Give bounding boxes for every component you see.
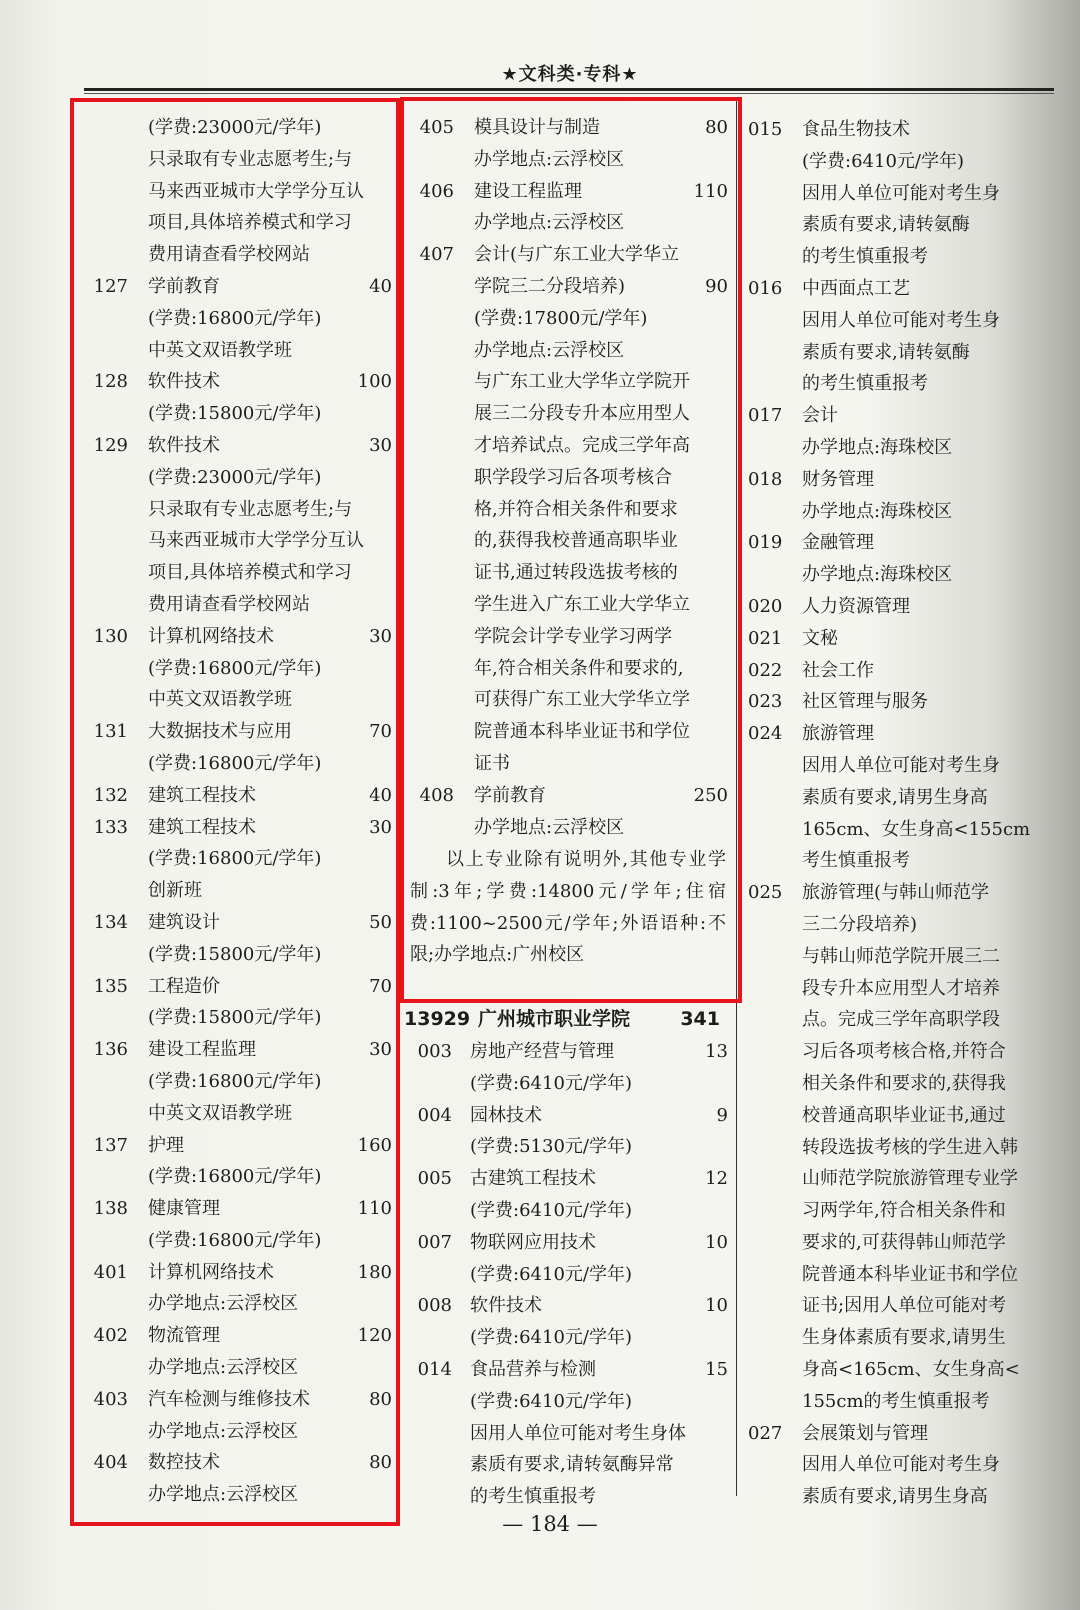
detail-line: 费用请查看学校网站	[148, 244, 310, 266]
major-row	[410, 112, 728, 144]
major-code: 131	[93, 721, 128, 743]
detail-line: (学费:6410元/学年)	[470, 1263, 632, 1285]
major-row	[748, 591, 1048, 623]
detail-line: (学费:16800元/学年)	[148, 657, 322, 679]
major-row	[410, 1036, 728, 1068]
detail-line: 的考生慎重报考	[802, 246, 928, 268]
detail-line: 学院会计学专业学习两学	[474, 625, 672, 647]
major-name: 计算机网络技术	[148, 625, 274, 647]
header-rule-thin	[84, 93, 1054, 94]
major-row	[410, 1227, 728, 1259]
enrollment-quota: 40	[369, 275, 392, 297]
major-code: 403	[93, 1388, 128, 1410]
detail-line: 素质有要求,请男生身高	[802, 786, 988, 808]
enrollment-quota: 15	[705, 1358, 728, 1380]
enrollment-quota: 10	[705, 1295, 728, 1317]
major-code: 016	[748, 277, 783, 299]
detail-line: 素质有要求,请转氨酶异常	[470, 1454, 674, 1476]
major-name: 物流管理	[148, 1325, 220, 1347]
major-code: 022	[748, 659, 783, 681]
detail-line: 与广东工业大学华立学院开	[474, 371, 690, 393]
detail-line: 马来西亚城市大学学分互认	[148, 180, 364, 202]
major-code: 025	[748, 882, 783, 904]
major-name: 金融管理	[802, 532, 874, 554]
column-2-top	[410, 112, 728, 843]
major-code: 018	[748, 468, 783, 490]
major-name: 社会工作	[802, 659, 874, 681]
major-name: 文秘	[802, 627, 838, 649]
detail-line: 办学地点:云浮校区	[148, 1484, 299, 1506]
major-code: 133	[93, 816, 128, 838]
detail-line: 段专升本应用型人才培养	[802, 977, 1000, 999]
enrollment-quota: 40	[369, 784, 392, 806]
enrollment-quota: 30	[369, 434, 392, 456]
detail-line: 创新班	[148, 880, 202, 902]
major-row	[92, 1034, 392, 1066]
detail-line: 办学地点:海珠校区	[802, 500, 953, 522]
major-name: 社区管理与服务	[802, 691, 928, 713]
major-code: 134	[93, 911, 128, 933]
major-name: 旅游管理(与韩山师范学	[802, 882, 990, 904]
detail-line: (学费:16800元/学年)	[148, 1070, 322, 1092]
major-code: 405	[419, 117, 454, 138]
detail-line: 因用人单位可能对考生身	[802, 1454, 1000, 1476]
detail-line: 费用请查看学校网站	[148, 593, 310, 615]
column-1	[92, 112, 392, 1511]
major-name: 旅游管理	[802, 723, 874, 745]
enrollment-quota: 30	[369, 625, 392, 647]
major-code: 408	[419, 784, 454, 806]
major-code: 138	[93, 1198, 128, 1220]
detail-line: 才培养试点。完成三学年高	[474, 434, 690, 456]
detail-line: (学费:6410元/学年)	[470, 1072, 632, 1094]
major-row	[410, 1290, 728, 1322]
detail-line: 要求的,可获得韩山师范学	[802, 1231, 1006, 1253]
major-code: 027	[748, 1422, 783, 1444]
major-code: 130	[93, 625, 128, 647]
major-name: 软件技术	[470, 1295, 542, 1317]
enrollment-quota: 30	[369, 1039, 392, 1061]
enrollment-quota: 80	[705, 117, 728, 138]
detail-line: 办学地点:云浮校区	[148, 1293, 299, 1315]
major-name: 学院三二分段培养)	[474, 275, 626, 297]
major-row	[92, 621, 392, 653]
detail-line: 素质有要求,请转氨酶	[802, 214, 970, 236]
major-code: 136	[93, 1039, 128, 1061]
detail-line: 与韩山师范学院开展三二	[802, 945, 1000, 967]
major-code: 020	[748, 595, 783, 617]
major-row	[410, 1354, 728, 1386]
detail-line: 办学地点:云浮校区	[474, 148, 625, 170]
enrollment-quota: 180	[357, 1261, 392, 1283]
major-name: 会计(与广东工业大学华立	[474, 244, 680, 266]
major-code: 017	[748, 405, 783, 427]
detail-line: 展三二分段专升本应用型人	[474, 403, 690, 425]
enrollment-quota: 100	[357, 371, 392, 393]
detail-line: 证书	[474, 752, 510, 774]
detail-line: (学费:17800元/学年)	[474, 307, 648, 329]
major-row	[748, 114, 1048, 146]
major-name: 财务管理	[802, 468, 874, 490]
detail-line: (学费:23000元/学年)	[148, 466, 322, 488]
detail-line: 的考生慎重报考	[470, 1486, 596, 1508]
detail-line: 中英文双语教学班	[148, 1102, 292, 1124]
major-name: 会展策划与管理	[802, 1422, 928, 1444]
major-row	[748, 623, 1048, 655]
detail-line: 因用人单位可能对考生身	[802, 309, 1000, 331]
detail-line: 三二分段培养)	[802, 913, 918, 935]
column-2-note: 以上专业除有说明外,其他专业学制:3年;学费:14800元/学年;住宿费:1100~2500元/学年;外语语种:不限;办学地点:广州校区	[410, 849, 726, 966]
enrollment-quota: 110	[357, 1198, 392, 1220]
major-code: 004	[417, 1104, 452, 1126]
major-name: 软件技术	[148, 434, 220, 456]
major-row	[92, 430, 392, 462]
major-row	[92, 907, 392, 939]
detail-line: 办学地点:云浮校区	[474, 339, 625, 361]
major-code: 024	[748, 723, 783, 745]
detail-line: 办学地点:云浮校区	[148, 1357, 299, 1379]
major-code: 402	[93, 1325, 128, 1347]
detail-line: (学费:6410元/学年)	[802, 150, 964, 172]
major-code: 406	[419, 180, 454, 202]
enrollment-quota: 250	[693, 784, 728, 806]
major-row	[410, 780, 728, 812]
major-row	[410, 239, 728, 271]
detail-line: 的,获得我校普通高职毕业	[474, 530, 678, 552]
detail-line: 只录取有专业志愿考生;与	[148, 498, 353, 520]
major-name: 食品营养与检测	[470, 1358, 596, 1380]
detail-line: 165cm、女生身高<155cm	[802, 818, 1031, 840]
detail-line: 项目,具体培养模式和学习	[148, 562, 352, 584]
major-name: 汽车检测与维修技术	[148, 1388, 310, 1410]
major-code: 003	[417, 1041, 452, 1062]
major-name: 人力资源管理	[802, 595, 910, 617]
major-row	[748, 877, 1048, 909]
major-code: 135	[93, 975, 128, 997]
detail-line: 习两学年,符合相关条件和	[802, 1200, 1006, 1222]
enrollment-quota: 70	[369, 721, 392, 743]
enrollment-quota: 110	[693, 180, 728, 202]
detail-line: 可获得广东工业大学华立学	[474, 689, 690, 711]
major-name: 房地产经营与管理	[470, 1041, 614, 1062]
major-row	[410, 1100, 728, 1132]
major-name: 学前教育	[148, 275, 220, 297]
major-row	[92, 971, 392, 1003]
major-name: 建设工程监理	[474, 180, 582, 202]
enrollment-quota: 90	[705, 275, 728, 297]
major-code: 137	[93, 1134, 128, 1156]
major-name: 学前教育	[474, 784, 546, 806]
major-name: 计算机网络技术	[148, 1261, 274, 1283]
major-row	[748, 527, 1048, 559]
detail-line: 生身体素质有要求,请男生	[802, 1327, 1006, 1349]
major-name: 建筑设计	[148, 911, 220, 933]
detail-line: (学费:16800元/学年)	[148, 1229, 322, 1251]
enrollment-quota: 12	[705, 1168, 728, 1190]
detail-line: 办学地点:云浮校区	[474, 816, 625, 838]
detail-line: 校普通高职毕业证书,通过	[802, 1104, 1006, 1126]
major-row	[92, 271, 392, 303]
detail-line: 的考生慎重报考	[802, 373, 928, 395]
major-row	[92, 1257, 392, 1289]
detail-line: 职学段学习后各项考核合	[474, 466, 672, 488]
school-code: 13929	[404, 1008, 471, 1030]
enrollment-quota: 80	[369, 1388, 392, 1410]
detail-line: (学费:6410元/学年)	[470, 1199, 632, 1221]
detail-line: 办学地点:海珠校区	[802, 564, 953, 586]
major-row	[92, 1320, 392, 1352]
school-heading	[404, 1004, 720, 1036]
major-code: 021	[748, 627, 783, 649]
major-row	[92, 1447, 392, 1479]
major-row	[92, 780, 392, 812]
major-name: 物联网应用技术	[470, 1231, 596, 1253]
major-row	[748, 464, 1048, 496]
major-row	[92, 716, 392, 748]
major-name: 大数据技术与应用	[148, 721, 292, 743]
detail-line: (学费:15800元/学年)	[148, 943, 322, 965]
detail-line: 中英文双语教学班	[148, 689, 292, 711]
detail-line: (学费:6410元/学年)	[470, 1390, 632, 1412]
detail-line: (学费:6410元/学年)	[470, 1327, 632, 1349]
major-code: 007	[417, 1231, 452, 1253]
major-name: 食品生物技术	[802, 119, 910, 140]
major-code: 132	[93, 784, 128, 806]
major-row	[748, 655, 1048, 687]
major-name: 园林技术	[470, 1104, 542, 1126]
enrollment-quota: 120	[357, 1325, 392, 1347]
detail-line: 考生慎重报考	[802, 850, 910, 872]
major-code: 128	[93, 371, 128, 393]
detail-line: 中英文双语教学班	[148, 339, 292, 361]
major-code: 014	[417, 1358, 452, 1380]
major-name: 健康管理	[148, 1198, 220, 1220]
major-name: 中西面点工艺	[802, 277, 910, 299]
major-code: 005	[417, 1168, 452, 1190]
column-divider-2	[736, 98, 737, 1496]
enrollment-quota: 160	[357, 1134, 392, 1156]
detail-line: 身高<165cm、女生身高<	[802, 1359, 1020, 1381]
detail-line: 习后各项考核合格,并符合	[802, 1041, 1006, 1063]
major-code: 404	[93, 1452, 128, 1474]
enrollment-quota: 13	[705, 1041, 728, 1062]
major-row	[92, 812, 392, 844]
major-code: 129	[93, 434, 128, 456]
major-name: 建筑工程技术	[148, 784, 256, 806]
column-divider-1	[396, 98, 397, 1496]
major-code: 015	[748, 119, 783, 140]
enrollment-quota: 80	[369, 1452, 392, 1474]
major-name: 工程造价	[148, 975, 220, 997]
major-name: 模具设计与制造	[474, 117, 600, 138]
detail-line: 因用人单位可能对考生身	[802, 182, 1000, 204]
major-code: 407	[419, 244, 454, 266]
detail-line: 证书,通过转段选拔考核的	[474, 562, 678, 584]
detail-line: 因用人单位可能对考生身体	[470, 1422, 686, 1444]
major-name: 古建筑工程技术	[470, 1168, 596, 1190]
major-row	[410, 1163, 728, 1195]
major-row	[92, 1384, 392, 1416]
detail-line: 只录取有专业志愿考生;与	[148, 148, 353, 170]
enrollment-quota: 50	[369, 911, 392, 933]
major-code: 023	[748, 691, 783, 713]
detail-line: 格,并符合相关条件和要求	[474, 498, 678, 520]
detail-line: 155cm的考生慎重报考	[802, 1390, 990, 1412]
major-row	[410, 271, 728, 303]
major-row	[748, 1418, 1048, 1450]
detail-line: 证书;因用人单位可能对考	[802, 1295, 1007, 1317]
detail-line: (学费:16800元/学年)	[148, 848, 322, 870]
major-row	[92, 1193, 392, 1225]
detail-line: 山师范学院旅游管理专业学	[802, 1168, 1018, 1190]
detail-line: 项目,具体培养模式和学习	[148, 212, 352, 234]
detail-line: 办学地点:海珠校区	[802, 436, 953, 458]
detail-line: 因用人单位可能对考生身	[802, 754, 1000, 776]
major-code: 401	[93, 1261, 128, 1283]
major-row	[410, 176, 728, 208]
detail-line: 年,符合相关条件和要求的,	[474, 657, 684, 679]
column-3	[748, 114, 1048, 1513]
detail-line: 素质有要求,请男生身高	[802, 1486, 988, 1508]
page-header: ★文科类·专科★	[501, 64, 639, 85]
detail-line: (学费:5130元/学年)	[470, 1136, 632, 1158]
column-2-bottom	[410, 1036, 728, 1513]
major-code: 008	[417, 1295, 452, 1317]
detail-line: (学费:15800元/学年)	[148, 1007, 322, 1029]
school-quota: 341	[680, 1008, 720, 1030]
enrollment-quota: 70	[369, 975, 392, 997]
detail-line: (学费:15800元/学年)	[148, 403, 322, 425]
major-name: 建筑工程技术	[148, 816, 256, 838]
detail-line: 转段选拔考核的学生进入韩	[802, 1136, 1018, 1158]
major-row	[748, 273, 1048, 305]
major-code: 019	[748, 532, 783, 554]
major-row	[748, 400, 1048, 432]
detail-line: 马来西亚城市大学学分互认	[148, 530, 364, 552]
major-row	[92, 366, 392, 398]
major-name: 建设工程监理	[148, 1039, 256, 1061]
enrollment-quota: 10	[705, 1231, 728, 1253]
major-name: 数控技术	[148, 1452, 220, 1474]
detail-line: (学费:16800元/学年)	[148, 752, 322, 774]
major-code: 127	[93, 275, 128, 297]
major-name: 软件技术	[148, 371, 220, 393]
detail-line: (学费:23000元/学年)	[148, 117, 322, 138]
detail-line: 学生进入广东工业大学华立	[474, 593, 690, 615]
detail-line: (学费:16800元/学年)	[148, 1166, 322, 1188]
page-number: — 184 —	[502, 1512, 598, 1536]
enrollment-quota: 9	[716, 1104, 728, 1126]
detail-line: 办学地点:云浮校区	[474, 212, 625, 234]
detail-line: 院普通本科毕业证书和学位	[802, 1263, 1018, 1285]
detail-line: 院普通本科毕业证书和学位	[474, 721, 690, 743]
detail-line: 办学地点:云浮校区	[148, 1420, 299, 1442]
major-row	[748, 686, 1048, 718]
enrollment-quota: 30	[369, 816, 392, 838]
detail-line: 素质有要求,请转氨酶	[802, 341, 970, 363]
major-row	[748, 718, 1048, 750]
header-rule	[84, 88, 1054, 91]
major-name: 会计	[802, 405, 838, 427]
detail-line: (学费:16800元/学年)	[148, 307, 322, 329]
major-row	[92, 1130, 392, 1162]
school-name: 广州城市职业学院	[478, 1008, 631, 1030]
detail-line: 点。完成三学年高职学段	[802, 1009, 1000, 1031]
major-name: 护理	[148, 1134, 184, 1156]
detail-line: 相关条件和要求的,获得我	[802, 1072, 1006, 1094]
